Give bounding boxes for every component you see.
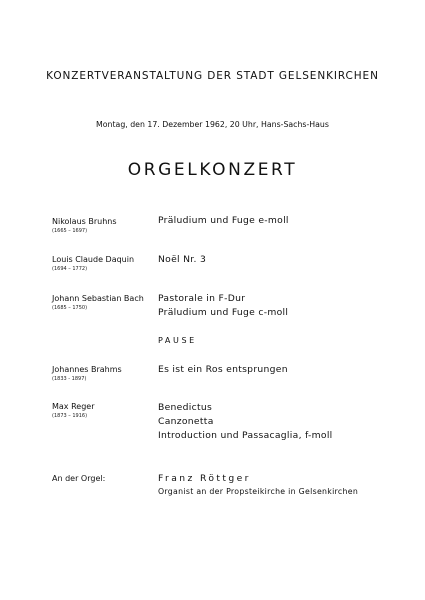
work-title: Noël Nr. 3 [158, 254, 207, 265]
composer-dates: (1665 – 1697) [52, 228, 88, 234]
composer-name: Johann Sebastian Bach [52, 294, 144, 303]
organist-position: Organist an der Propsteikirche in Gelsenkirchen [158, 487, 359, 496]
organist-name: Franz Röttger [158, 473, 251, 484]
pause-label: PAUSE [158, 336, 197, 345]
work-title: Canzonetta [158, 416, 214, 427]
composer-name: Louis Claude Daquin [52, 255, 135, 264]
header-title: KONZERTVERANSTALTUNG DER STADT GELSENKIRCHEN [46, 70, 379, 82]
work-title: Es ist ein Ros entsprungen [158, 364, 288, 375]
work-title: Introduction und Passacaglia, f-moll [158, 430, 333, 441]
composer-dates: (1873 – 1916) [52, 413, 88, 419]
concert-dateline: Montag, den 17. Dezember 1962, 20 Uhr, Hans-Sachs-Haus [96, 120, 329, 129]
work-title: Benedictus [158, 402, 213, 413]
work-title: Präludium und Fuge e-moll [158, 215, 289, 226]
composer-dates: (1685 – 1750) [52, 305, 88, 311]
concert-title: ORGELKONZERT [127, 160, 298, 180]
work-title: Pastorale in F-Dur [158, 293, 246, 304]
composer-name: Johannes Brahms [52, 365, 122, 374]
composer-name: Nikolaus Bruhns [52, 217, 117, 226]
organist-label: An der Orgel: [52, 474, 106, 483]
work-title: Präludium und Fuge c-moll [158, 307, 289, 318]
composer-dates: (1694 – 1772) [52, 266, 88, 272]
composer-name: Max Reger [52, 402, 95, 411]
composer-dates: (1833 - 1897) [52, 376, 87, 382]
